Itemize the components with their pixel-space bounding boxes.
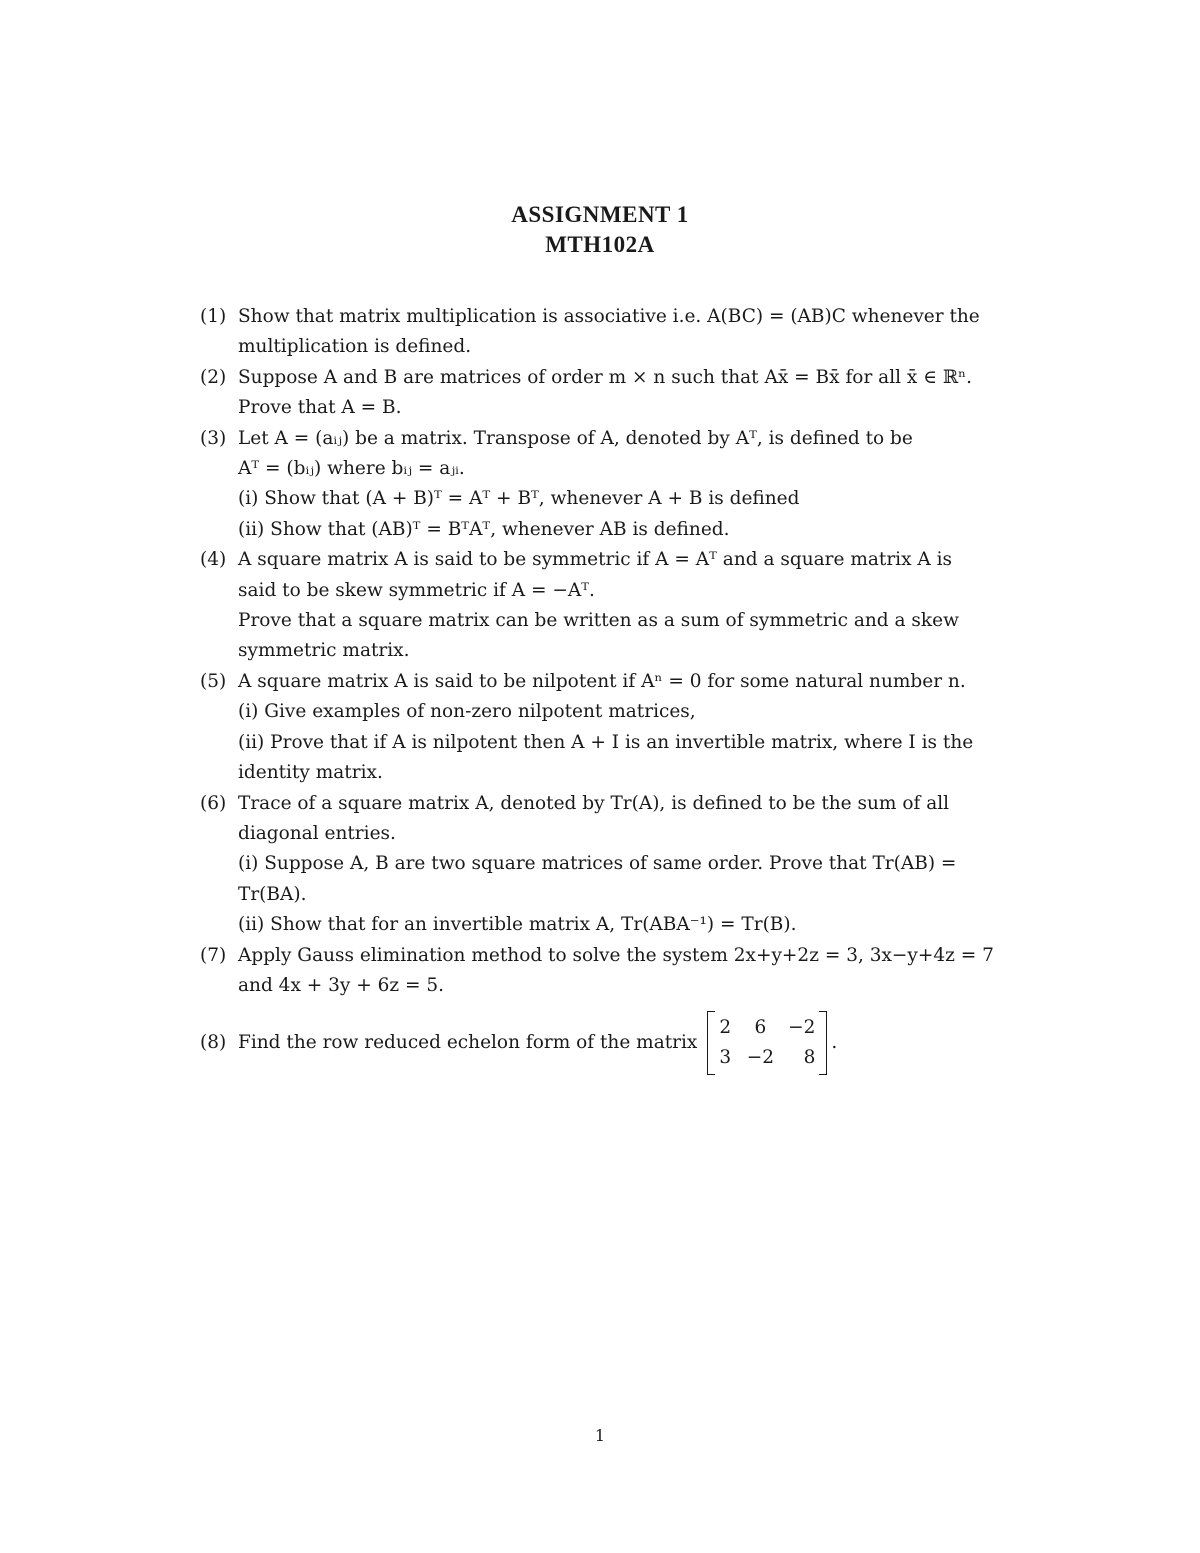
problem-list [200,302,1000,1083]
problem-number: (2) [200,366,227,388]
problem-line: diagonal entries. [238,822,396,844]
matrix [707,1011,827,1075]
problem-line: Let A = (aᵢⱼ) be a matrix. Transpose of A, denoted by Aᵀ, is defined to be [238,427,913,449]
problem-line: Find the row reduced echelon form of the matrix [238,1032,698,1054]
course-code: MTH102A [545,232,655,257]
matrix-cell: 8 [803,1047,816,1069]
sentence-period: . [831,1032,838,1054]
problem-subpart: (ii) Show that (AB)ᵀ = BᵀAᵀ, whenever AB is defined. [238,518,730,540]
problem-number: (6) [200,792,227,814]
problem-line: multiplication is defined. [238,336,472,358]
problem-number: (7) [200,944,227,966]
matrix-cell: −2 [746,1047,775,1069]
problem-subpart: (i) Suppose A, B are two square matrices of same order. Prove that Tr(AB) = [238,853,957,875]
problem-2 [200,363,1000,424]
matrix-cell: 2 [719,1017,732,1039]
problem-8-row [200,1003,1000,1083]
problem-7 [200,941,1000,1002]
problem-line: Trace of a square matrix A, denoted by Tr(A), is defined to be the sum of all [238,792,950,814]
problem-line: Show that matrix multiplication is associative i.e. A(BC) = (AB)C whenever the [238,306,980,327]
problem-line: A square matrix A is said to be symmetric if A = Aᵀ and a square matrix A is [238,549,953,571]
problem-subpart: (ii) Prove that if A is nilpotent then A + I is an invertible matrix, where I is the [238,731,974,753]
page-number: 1 [594,1426,606,1445]
problem-5 [200,667,1000,789]
problem-3 [200,424,1000,546]
problem-subpart: (i) Give examples of non-zero nilpotent matrices, [238,701,696,723]
problem-line: Aᵀ = (bᵢⱼ) where bᵢⱼ = aⱼᵢ. [238,458,465,480]
problem-line: A square matrix A is said to be nilpotent if Aⁿ = 0 for some natural number n. [238,670,966,692]
problem-line: Suppose A and B are matrices of order m × n such that Ax̄ = Bx̄ for all x̄ ∈ ℝⁿ. [238,366,973,388]
problem-6 [200,789,1000,941]
title-block [0,200,1200,260]
problem-line: Prove that A = B. [238,397,402,419]
problem-number: (5) [200,670,227,692]
problem-line: identity matrix. [238,762,383,784]
matrix-cell: 3 [719,1047,732,1069]
problem-subpart: (i) Show that (A + B)ᵀ = Aᵀ + Bᵀ, whenever A + B is defined [238,488,800,510]
problem-line: and 4x + 3y + 6z = 5. [238,974,445,996]
matrix-row [719,1013,815,1043]
problem-line: Apply Gauss elimination method to solve the system 2x+y+2z = 3, 3x−y+4z = 7 [238,944,994,966]
problem-number: (3) [200,427,227,449]
assignment-title: ASSIGNMENT 1 [511,202,689,227]
problem-line: Tr(BA). [238,883,307,905]
matrix-cell: 6 [754,1017,767,1039]
problem-line: Prove that a square matrix can be written as a sum of symmetric and a skew [238,610,959,632]
problem-number: (1) [200,306,227,327]
problem-number: (4) [200,549,227,571]
problem-1 [200,302,1000,363]
problem-8 [200,1003,1000,1083]
matrix-cell: −2 [788,1017,816,1039]
problem-line: said to be skew symmetric if A = −Aᵀ. [238,579,595,601]
matrix-row [719,1043,815,1073]
problem-number: (8) [200,1032,227,1054]
problem-4 [200,545,1000,667]
problem-line: symmetric matrix. [238,640,410,662]
problem-subpart: (ii) Show that for an invertible matrix A, Tr(ABA⁻¹) = Tr(B). [238,914,797,936]
